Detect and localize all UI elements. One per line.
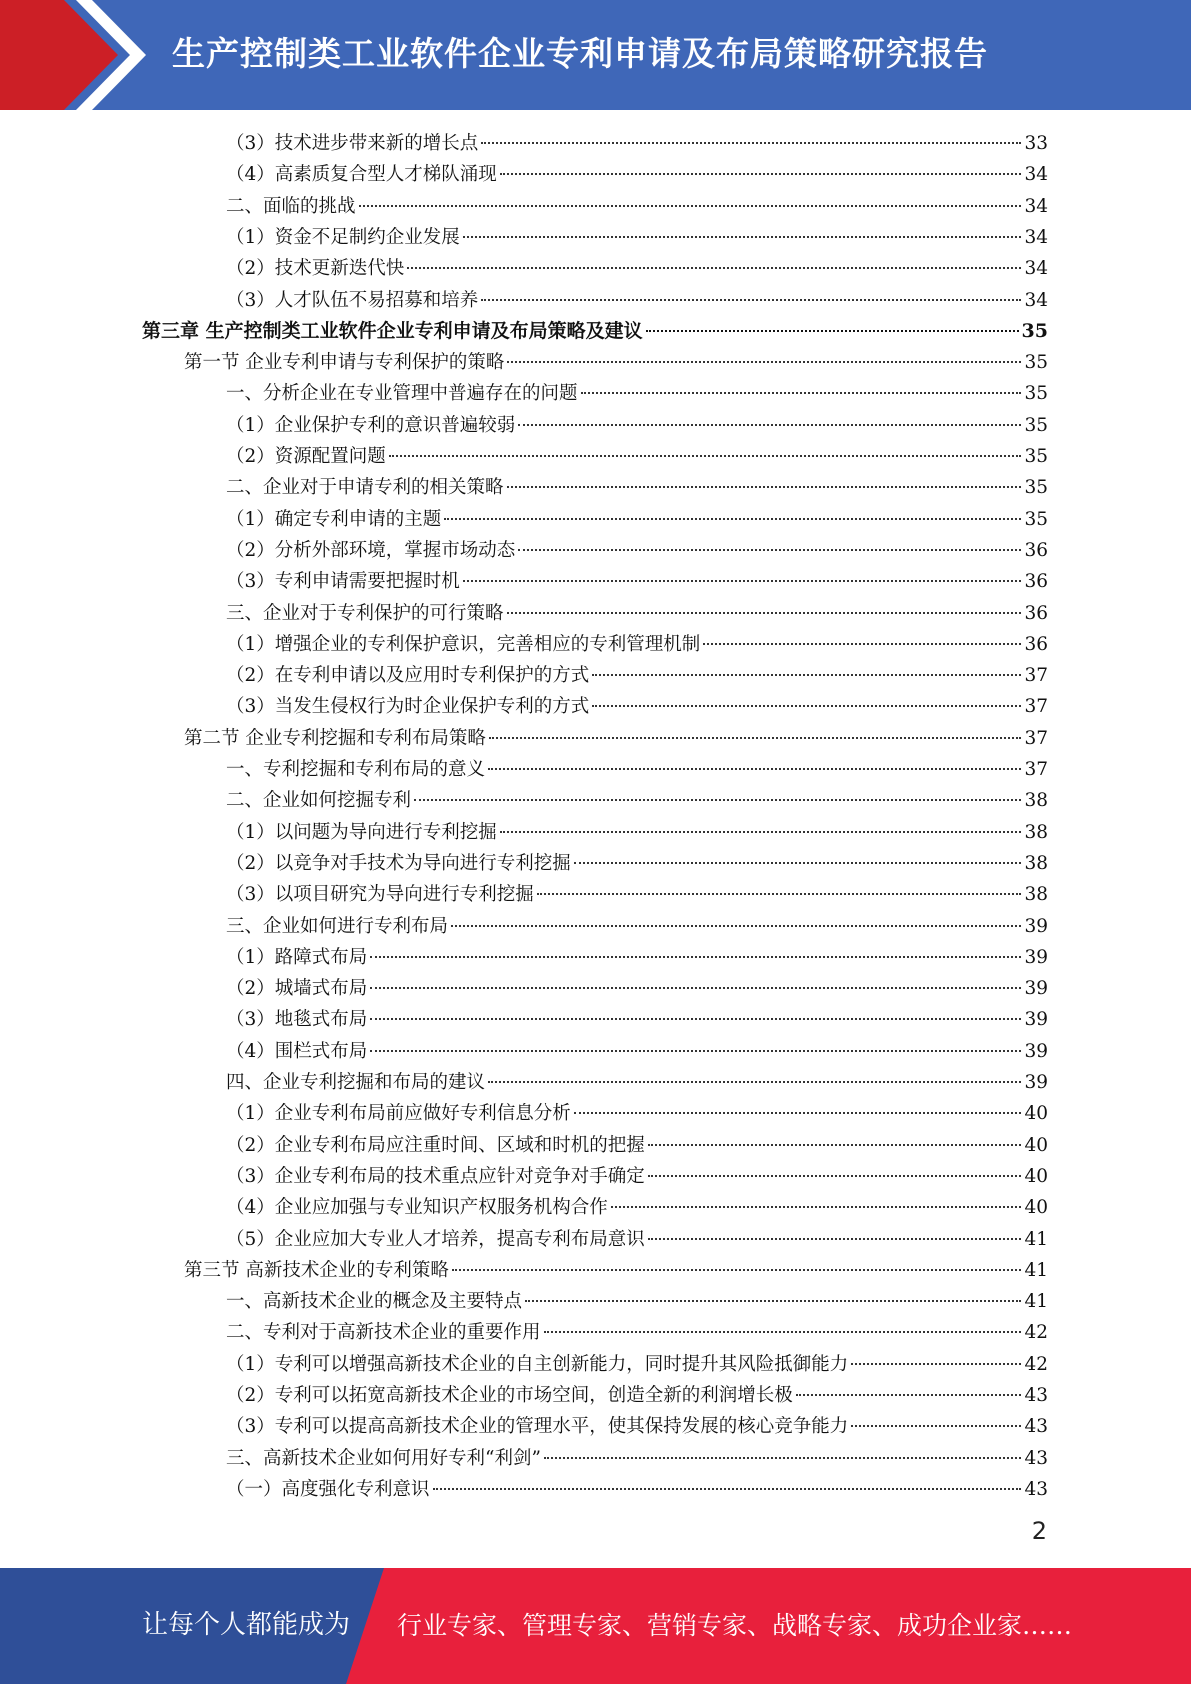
toc-entry-page: 36 — [1024, 602, 1048, 624]
toc-entry[interactable] — [226, 629, 1048, 660]
toc-entry-title: 三、企业对于专利保护的可行策略 — [226, 602, 504, 624]
toc-entry-title: 二、专利对于高新技术企业的重要作用 — [226, 1322, 541, 1344]
toc-chapter-entry[interactable] — [142, 316, 1048, 347]
toc-entry[interactable] — [226, 598, 1048, 629]
toc-entry-page: 42 — [1024, 1322, 1048, 1344]
toc-entry-title: （3）当发生侵权行为时企业保护专利的方式 — [226, 696, 590, 718]
toc-entry[interactable] — [226, 660, 1048, 691]
toc-entry[interactable] — [226, 253, 1048, 284]
toc-entry-title: （2）分析外部环境，掌握市场动态 — [226, 539, 516, 561]
toc-entry-page: 37 — [1024, 696, 1048, 718]
toc-entry[interactable] — [226, 1443, 1048, 1474]
toc-entry[interactable] — [226, 1130, 1048, 1161]
toc-entry[interactable] — [226, 1286, 1048, 1317]
toc-entry-page: 35 — [1024, 508, 1048, 530]
toc-entry-page: 35 — [1024, 477, 1048, 499]
document-title: 生产控制类工业软件企业专利申请及布局策略研究报告 — [172, 34, 988, 73]
toc-entry-page: 43 — [1024, 1447, 1048, 1469]
toc-entry[interactable] — [226, 1349, 1048, 1380]
toc-dot-leader — [581, 392, 1022, 394]
toc-entry-title: 第二节 企业专利挖掘和专利布局策略 — [184, 727, 486, 749]
toc-entry[interactable] — [226, 785, 1048, 816]
toc-dot-leader — [611, 1206, 1022, 1208]
toc-entry-title: （4）围栏式布局 — [226, 1040, 368, 1062]
toc-entry-title: （一）高度强化专利意识 — [226, 1478, 430, 1500]
toc-entry[interactable] — [226, 1411, 1048, 1442]
toc-dot-leader — [544, 1331, 1022, 1333]
toc-dot-leader — [489, 737, 1022, 739]
toc-dot-leader — [389, 455, 1022, 457]
toc-entry-title: 第三节 高新技术企业的专利策略 — [184, 1259, 449, 1281]
toc-entry[interactable] — [226, 848, 1048, 879]
toc-entry-page: 34 — [1024, 289, 1048, 311]
toc-dot-leader — [518, 549, 1021, 551]
toc-entry[interactable] — [226, 691, 1048, 722]
toc-dot-leader — [592, 674, 1021, 676]
toc-entry-page: 39 — [1024, 946, 1048, 968]
toc-dot-leader — [703, 643, 1021, 645]
toc-dot-leader — [537, 893, 1022, 895]
toc-dot-leader — [452, 1269, 1022, 1271]
toc-dot-leader — [444, 518, 1021, 520]
toc-entry-title: 一、分析企业在专业管理中普遍存在的问题 — [226, 383, 578, 405]
toc-dot-leader — [574, 1112, 1022, 1114]
toc-entry-title: 二、企业对于申请专利的相关策略 — [226, 477, 504, 499]
toc-entry-title: （5）企业应加大专业人才培养，提高专利布局意识 — [226, 1228, 645, 1250]
toc-entry[interactable] — [226, 441, 1048, 472]
toc-entry[interactable] — [226, 378, 1048, 409]
toc-entry-page: 35 — [1021, 319, 1048, 342]
toc-entry-page: 38 — [1024, 821, 1048, 843]
toc-entry-page: 34 — [1024, 195, 1048, 217]
toc-entry-title: （2）以竞争对手技术为导向进行专利挖掘 — [226, 852, 571, 874]
page-header — [0, 0, 1191, 110]
toc-dot-leader — [525, 1300, 1021, 1302]
toc-entry-title: （2）专利可以拓宽高新技术企业的市场空间，创造全新的利润增长极 — [226, 1385, 793, 1406]
toc-entry-page: 39 — [1024, 1009, 1048, 1031]
toc-entry[interactable] — [226, 1317, 1048, 1348]
toc-entry-title: （3）技术进步带来新的增长点 — [226, 133, 479, 154]
toc-entry-title: （1）增强企业的专利保护意识，完善相应的专利管理机制 — [226, 633, 701, 655]
toc-dot-leader — [592, 705, 1021, 707]
toc-entry-page: 35 — [1024, 383, 1048, 405]
toc-entry-page: 42 — [1024, 1353, 1048, 1375]
toc-entry-page: 35 — [1024, 352, 1048, 374]
toc-dot-leader — [359, 205, 1022, 207]
toc-entry-page: 43 — [1024, 1478, 1048, 1500]
toc-entry[interactable] — [226, 1380, 1048, 1411]
toc-entry-page: 40 — [1024, 1165, 1048, 1187]
toc-entry-page: 38 — [1024, 790, 1048, 812]
toc-entry-page: 40 — [1024, 1134, 1048, 1156]
page-footer — [0, 1568, 1191, 1684]
toc-dot-leader — [507, 612, 1022, 614]
toc-entry-title: （1）以问题为导向进行专利挖掘 — [226, 821, 497, 843]
toc-dot-leader — [488, 1081, 1021, 1083]
toc-entry[interactable] — [226, 566, 1048, 597]
toc-entry[interactable] — [226, 410, 1048, 441]
toc-entry-title: （2）城墙式布局 — [226, 978, 368, 1000]
toc-dot-leader — [851, 1425, 1021, 1427]
toc-dot-leader — [370, 1018, 1021, 1020]
toc-entry-title: （2）在专利申请以及应用时专利保护的方式 — [226, 665, 590, 687]
toc-entry-page: 34 — [1024, 226, 1048, 248]
toc-entry-page: 39 — [1024, 915, 1048, 937]
toc-entry-title: （4）企业应加强与专业知识产权服务机构合作 — [226, 1197, 608, 1219]
toc-entry-page: 40 — [1024, 1197, 1048, 1219]
toc-entry[interactable] — [226, 1192, 1048, 1223]
toc-entry-page: 37 — [1024, 727, 1048, 749]
toc-entry[interactable] — [226, 1474, 1048, 1505]
toc-dot-leader — [648, 1144, 1022, 1146]
toc-entry-page: 36 — [1024, 633, 1048, 655]
toc-entry-page: 43 — [1024, 1416, 1048, 1438]
toc-entry[interactable] — [226, 285, 1048, 316]
footer-slogan-right: 行业专家、管理专家、营销专家、战略专家、成功企业家…… — [397, 1611, 1073, 1640]
toc-entry-page: 35 — [1024, 446, 1048, 467]
toc-entry-title: 第三章 生产控制类工业软件企业专利申请及布局策略及建议 — [142, 319, 643, 342]
toc-entry-page: 35 — [1024, 414, 1048, 436]
toc-entry[interactable] — [226, 1224, 1048, 1255]
toc-section-entry[interactable] — [184, 1255, 1048, 1286]
toc-entry-page: 41 — [1024, 1228, 1048, 1250]
toc-dot-leader — [370, 1050, 1021, 1052]
toc-entry-page: 34 — [1024, 258, 1048, 280]
footer-slogan-left: 让每个人都能成为 — [142, 1610, 351, 1640]
toc-dot-leader — [646, 330, 1019, 332]
page-number: 2 — [1031, 1517, 1047, 1545]
toc-entry-title: （1）路障式布局 — [226, 946, 368, 968]
toc-dot-leader — [407, 267, 1021, 269]
toc-dot-leader — [500, 831, 1022, 833]
toc-entry-title: （1）资金不足制约企业发展 — [226, 226, 460, 248]
toc-entry[interactable] — [226, 817, 1048, 848]
toc-dot-leader — [463, 580, 1022, 582]
toc-entry-title: 一、专利挖掘和专利布局的意义 — [226, 759, 486, 780]
toc-entry[interactable] — [226, 973, 1048, 1004]
toc-section-entry[interactable] — [184, 347, 1048, 378]
toc-dot-leader — [500, 173, 1022, 175]
toc-entry-title: 三、企业如何进行专利布局 — [226, 915, 449, 937]
toc-entry[interactable] — [226, 1098, 1048, 1129]
toc-entry[interactable] — [226, 1161, 1048, 1192]
toc-dot-leader — [414, 799, 1021, 801]
toc-entry-page: 34 — [1024, 164, 1048, 186]
toc-entry-page: 39 — [1024, 1072, 1048, 1093]
toc-entry-title: 二、面临的挑战 — [226, 195, 356, 217]
toc-entry-page: 36 — [1024, 571, 1048, 593]
toc-entry-title: （1）企业保护专利的意识普遍较弱 — [226, 414, 516, 436]
toc-entry-title: （2）技术更新迭代快 — [226, 258, 405, 280]
toc-dot-leader — [488, 768, 1021, 770]
toc-entry-page: 39 — [1024, 1040, 1048, 1062]
toc-dot-leader — [648, 1238, 1022, 1240]
toc-entry-title: （3）人才队伍不易招募和培养 — [226, 289, 479, 311]
toc-entry[interactable] — [226, 754, 1048, 785]
toc-entry-page: 39 — [1024, 978, 1048, 1000]
toc-entry[interactable] — [226, 879, 1048, 910]
toc-dot-leader — [507, 486, 1022, 488]
toc-dot-leader — [451, 925, 1021, 927]
toc-entry-title: （1）专利可以增强高新技术企业的自主创新能力，同时提升其风险抵御能力 — [226, 1353, 849, 1375]
toc-entry-page: 38 — [1024, 884, 1048, 906]
toc-dot-leader — [518, 424, 1021, 426]
toc-entry-title: 四、企业专利挖掘和布局的建议 — [226, 1072, 486, 1093]
toc-entry[interactable] — [226, 472, 1048, 503]
toc-entry-title: （2）企业专利布局应注重时间、区域和时机的把握 — [226, 1134, 645, 1156]
toc-entry-page: 33 — [1024, 133, 1048, 154]
toc-entry-page: 37 — [1024, 665, 1048, 687]
toc-dot-leader — [370, 987, 1021, 989]
toc-dot-leader — [507, 361, 1021, 363]
toc-entry[interactable] — [226, 1036, 1048, 1067]
toc-entry[interactable] — [226, 504, 1048, 535]
toc-entry-page: 41 — [1024, 1259, 1048, 1281]
toc-section-entry[interactable] — [184, 723, 1048, 754]
toc-entry-title: （2）资源配置问题 — [226, 446, 386, 467]
toc-entry-page: 40 — [1024, 1103, 1048, 1125]
toc-entry-page: 43 — [1024, 1385, 1048, 1406]
toc-dot-leader — [648, 1175, 1022, 1177]
toc-dot-leader — [370, 956, 1021, 958]
toc-entry[interactable] — [226, 535, 1048, 566]
toc-entry-title: （3）以项目研究为导向进行专利挖掘 — [226, 884, 534, 906]
toc-entry-page: 36 — [1024, 539, 1048, 561]
toc-dot-leader — [796, 1394, 1022, 1396]
toc-entry-title: （3）地毯式布局 — [226, 1009, 368, 1031]
toc-entry[interactable] — [226, 191, 1048, 222]
toc-entry[interactable] — [226, 1004, 1048, 1035]
toc-entry[interactable] — [226, 911, 1048, 942]
toc-entry[interactable] — [226, 1067, 1048, 1098]
toc-dot-leader — [481, 142, 1021, 144]
toc-entry-title: （4）高素质复合型人才梯队涌现 — [226, 164, 497, 186]
toc-entry[interactable] — [226, 222, 1048, 253]
toc-entry[interactable] — [226, 159, 1048, 190]
toc-dot-leader — [433, 1488, 1022, 1490]
toc-dot-leader — [463, 236, 1022, 238]
toc-dot-leader — [481, 299, 1021, 301]
toc-entry-title: 第一节 企业专利申请与专利保护的策略 — [184, 352, 505, 374]
toc-entry-title: （1）企业专利布局前应做好专利信息分析 — [226, 1103, 571, 1125]
toc-entry[interactable] — [226, 128, 1048, 159]
toc-entry-title: （1）确定专利申请的主题 — [226, 508, 442, 530]
toc-dot-leader — [544, 1457, 1022, 1459]
toc-entry-title: 二、企业如何挖掘专利 — [226, 790, 412, 812]
toc-entry-page: 37 — [1024, 759, 1048, 780]
toc-entry-page: 38 — [1024, 852, 1048, 874]
toc-entry-title: （3）专利可以提高高新技术企业的管理水平，使其保持发展的核心竞争能力 — [226, 1416, 849, 1438]
toc-entry[interactable] — [226, 942, 1048, 973]
toc-entry-title: 三、高新技术企业如何用好专利“利剑” — [226, 1447, 541, 1469]
toc-dot-leader — [851, 1363, 1021, 1365]
toc-entry-page: 41 — [1024, 1291, 1048, 1313]
toc-dot-leader — [574, 862, 1022, 864]
toc-entry-title: （3）企业专利布局的技术重点应针对竞争对手确定 — [226, 1165, 645, 1187]
toc-entry-title: （3）专利申请需要把握时机 — [226, 571, 460, 593]
toc-entry-title: 一、高新技术企业的概念及主要特点 — [226, 1291, 523, 1313]
